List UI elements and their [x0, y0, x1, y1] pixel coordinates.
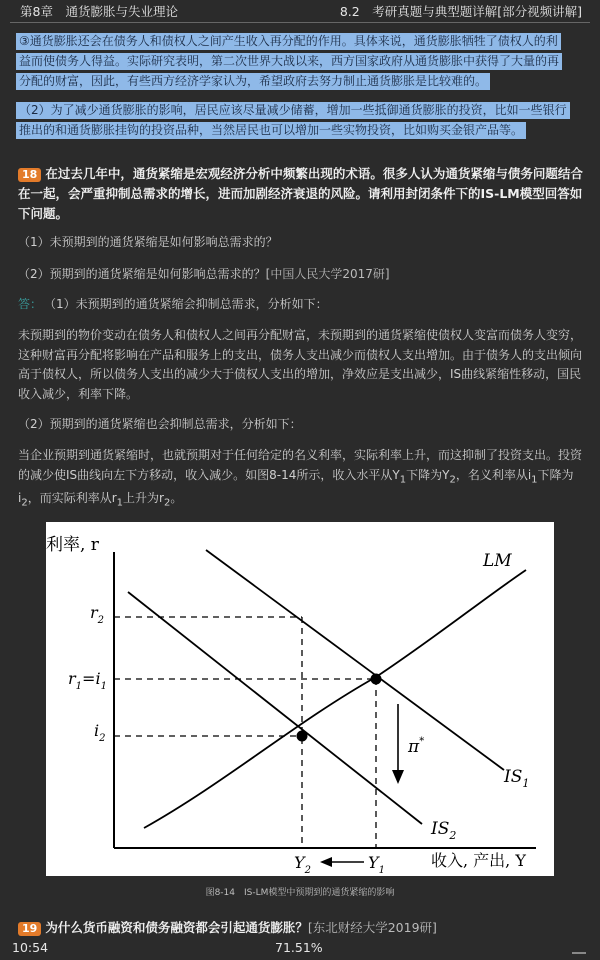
battery-icon [566, 942, 586, 957]
is2-label: $IS_2$ [431, 819, 457, 842]
reader-status-bar [0, 938, 600, 960]
lm-label: LM [483, 551, 512, 571]
sub-question-1: （1）未预期到的通货紧缩是如何影响总需求的？ [18, 235, 278, 249]
is-lm-figure [46, 522, 554, 876]
pi-label: π* [408, 736, 425, 757]
y1-tick-label: $Y_1$ [368, 853, 385, 876]
is-lm-diagram [46, 522, 554, 876]
r2-tick-label: $r_2$ [90, 603, 105, 626]
sub-question-2 [18, 264, 584, 284]
question-18 [18, 164, 584, 224]
highlight-paragraph-2[interactable] [16, 102, 582, 142]
sub-question-2-text: （2）预期到的通货紧缩是如何影响总需求的？ [18, 267, 266, 281]
pi-arrow-head [392, 770, 404, 784]
i2-tick-label: $i_2$ [94, 721, 106, 744]
highlight-line[interactable]: 推出的和通货膨胀挂钩的投资品种，当然居民也可以增加一些实物投资，比如购买金银产品等。 [16, 122, 526, 139]
question-source: [东北财经大学2019研] [307, 920, 437, 935]
is1-curve [206, 550, 504, 770]
answer-head-1 [18, 294, 584, 314]
question-source: [中国人民大学2017研] [265, 267, 390, 281]
answer-label: 答： [18, 297, 43, 311]
highlight-paragraph-1[interactable] [16, 33, 582, 93]
x-axis-label: 收入, 产出, Y [431, 851, 526, 870]
question-text: 在过去几年中，通货紧缩是宏观经济分析中频繁出现的术语。很多人认为通货紧缩与债务问题结合在一起，会严重抑制总需求的增长，进而加剧经济衰退的风险。请利用封闭条件下的IS-LM模型回答如下问题。 [18, 166, 583, 221]
question-19 [18, 918, 584, 938]
chapter-title: 第8章 通货膨胀与失业理论 [20, 4, 178, 19]
lm-curve [144, 570, 526, 828]
question-text: 为什么货币融资和债务融资都会引起通货膨胀？ [45, 920, 308, 935]
figure-caption: 图8-14 IS-LM模型中预期到的通货紧缩的影响 [205, 888, 395, 898]
header-divider [10, 22, 590, 23]
y2-tick-label: $Y_2$ [294, 853, 311, 876]
income-shift-arrow-head [320, 857, 332, 867]
reading-progress: 71.51% [275, 940, 323, 955]
is1-label: $IS_1$ [504, 767, 530, 790]
equilibrium-point-1 [371, 674, 382, 685]
equilibrium-point-2 [297, 731, 308, 742]
y-axis-label: 利率, r [46, 535, 99, 555]
question-number-badge: 18 [18, 168, 41, 182]
answer-head-2: （2）预期到的通货紧缩也会抑制总需求，分析如下： [18, 417, 302, 431]
is2-curve [128, 592, 425, 824]
highlight-line[interactable]: 分配的财富，因此，有些西方经济学家认为，希望政府去努力制止通货膨胀是比较难的。 [16, 73, 490, 90]
highlight-line[interactable]: 益而使债务人得益。实际研究表明，第二次世界大战以来，西方国家政府从通货膨胀中获得了大量的再 [16, 53, 562, 70]
question-number-badge: 19 [18, 922, 41, 936]
section-title: 8.2 考研真题与典型题详解[部分视频讲解] [339, 4, 582, 19]
page-header [0, 0, 600, 24]
answer-body-2: 当企业预期到通货紧缩时，也就预期对于任何给定的名义利率，实际利率上升，而这抑制了投资支出。投资的减少使IS曲线向左下方移动，收入减少。如图8-14所示，收入水平从$Y_1$下降为$Y_2$，名义利率从$i_1$下降为$i_2$，而实际利率从$r_1$上升为$r_2$。 [18, 448, 583, 509]
highlight-line[interactable]: （2）为了减少通货膨胀的影响，居民应该尽量减少储蓄，增加一些抵御通货膨胀的投资，比如一些银行 [16, 102, 570, 119]
answer-head-1-text: （1）未预期到的通货紧缩会抑制总需求，分析如下： [50, 297, 328, 311]
clock: 10:54 [12, 940, 49, 955]
answer-body-1: 未预期到的物价变动在债务人和债权人之间再分配财富，未预期到的通货紧缩使债权人变富而债务人变穷，这种财富再分配将影响在产品和服务上的支出，债务人支出减少而债权人支出增加。由于债务人的支出倾向高于债权人，所以债务人支出的减少大于债权人支出的增加，净效应是支出减少，IS曲线紧缩性移动，国民收入减少，利率下降。 [18, 328, 583, 401]
r1-i1-tick-label: $r_1=i_1$ [68, 669, 107, 692]
highlight-line[interactable]: ③通货膨胀还会在债务人和债权人之间产生收入再分配的作用。具体来说，通货膨胀牺牲了债权人的利 [16, 33, 561, 50]
